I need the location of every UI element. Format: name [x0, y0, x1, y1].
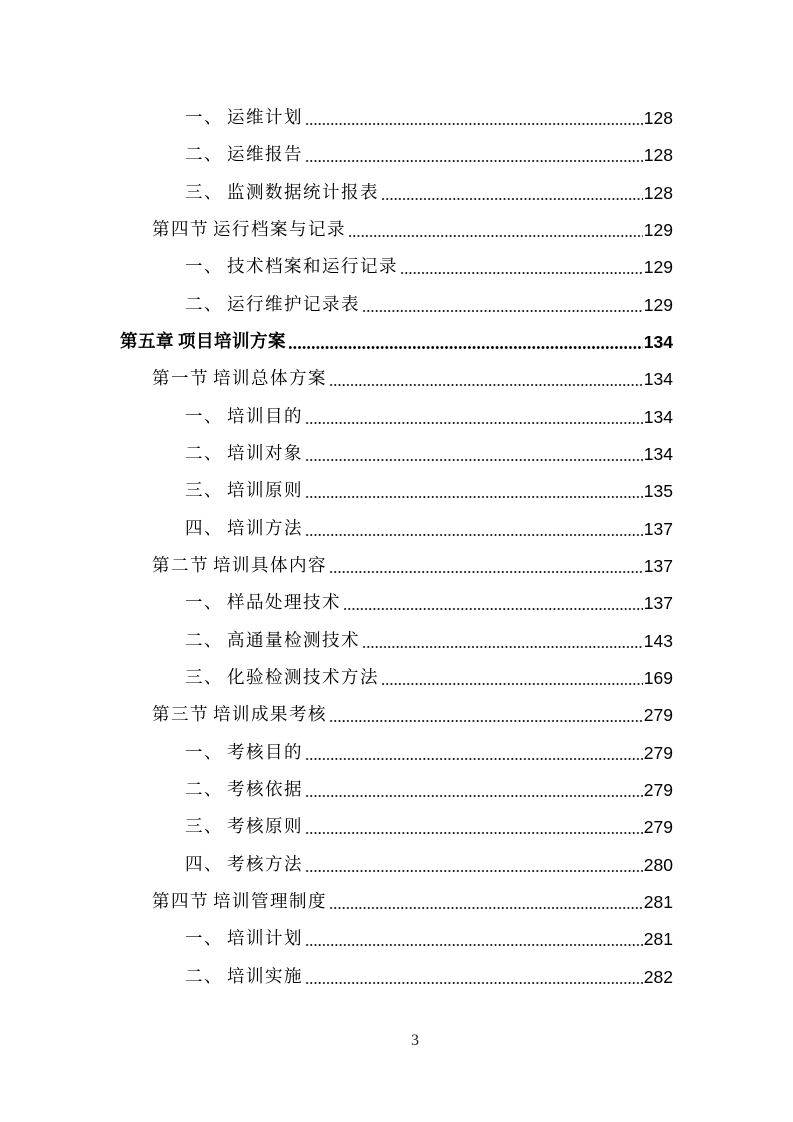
- toc-entry-prefix: 第四节: [152, 892, 209, 912]
- dot-leader: [305, 141, 643, 169]
- toc-entry-prefix: 一、: [185, 108, 223, 128]
- dot-leader: [305, 851, 643, 879]
- toc-entry-prefix: 三、: [185, 668, 223, 688]
- toc-entry-prefix: 第五章: [120, 332, 174, 352]
- toc-entry-prefix: 三、: [185, 183, 223, 203]
- toc-entry[interactable]: [185, 440, 673, 468]
- toc-entry-prefix: 第一节: [152, 369, 209, 389]
- toc-entry-page: 279: [643, 817, 673, 837]
- toc-entry-section[interactable]: [152, 701, 673, 729]
- toc-entry-prefix: 二、: [185, 631, 223, 651]
- dot-leader: [305, 776, 643, 804]
- dot-leader: [305, 925, 643, 953]
- toc-entry-title: 培训具体内容: [213, 556, 327, 576]
- toc-entry-section[interactable]: [152, 365, 673, 393]
- toc-entry-page: 129: [643, 295, 673, 315]
- toc-entry-title: 运维报告: [227, 145, 303, 165]
- toc-entry-page: 143: [643, 631, 673, 651]
- toc-entry-title: 培训原则: [227, 481, 303, 501]
- dot-leader: [381, 179, 643, 207]
- toc-entry-page: 129: [643, 220, 673, 240]
- toc-entry[interactable]: [185, 104, 673, 132]
- toc-entry[interactable]: [185, 403, 673, 431]
- toc-entry[interactable]: [185, 739, 673, 767]
- toc-entry[interactable]: [185, 851, 673, 879]
- toc-entry-prefix: 一、: [185, 929, 223, 949]
- toc-entry-page: 279: [643, 705, 673, 725]
- toc-entry-title: 考核依据: [227, 780, 303, 800]
- toc-entry[interactable]: [185, 515, 673, 543]
- toc-entry-title: 高通量检测技术: [227, 631, 360, 651]
- toc-entry[interactable]: [185, 253, 673, 281]
- toc-entry-page: 137: [643, 519, 673, 539]
- toc-entry-title: 培训总体方案: [213, 369, 327, 389]
- dot-leader: [329, 552, 643, 580]
- toc-entry-prefix: 二、: [185, 295, 223, 315]
- toc-entry[interactable]: [185, 589, 673, 617]
- toc-entry-prefix: 一、: [185, 743, 223, 763]
- toc-entry-prefix: 二、: [185, 780, 223, 800]
- toc-entry-title: 培训管理制度: [213, 892, 327, 912]
- toc-entry-page: 134: [643, 332, 673, 352]
- toc-entry-prefix: 一、: [185, 593, 223, 613]
- toc-entry-page: 137: [643, 593, 673, 613]
- toc-entry-prefix: 一、: [185, 407, 223, 427]
- toc-entry-prefix: 一、: [185, 257, 223, 277]
- toc-entry-title: 考核方法: [227, 855, 303, 875]
- toc-entry-page: 137: [643, 556, 673, 576]
- toc-entry-prefix: 三、: [185, 817, 223, 837]
- dot-leader: [305, 515, 643, 543]
- toc-entry[interactable]: [185, 813, 673, 841]
- toc-entry-title: 培训对象: [227, 444, 303, 464]
- toc-entry[interactable]: [185, 925, 673, 953]
- toc-entry-section[interactable]: [152, 552, 673, 580]
- toc-entry-page: 169: [643, 668, 673, 688]
- toc-entry-title: 监测数据统计报表: [227, 183, 379, 203]
- toc-entry-section[interactable]: [152, 888, 673, 916]
- dot-leader: [343, 589, 643, 617]
- toc-entry-prefix: 四、: [185, 519, 223, 539]
- toc-entry[interactable]: [185, 179, 673, 207]
- toc-entry[interactable]: [185, 291, 673, 319]
- toc-entry-page: 279: [643, 780, 673, 800]
- toc-entry-title: 培训实施: [227, 967, 303, 987]
- toc-entry-page: 135: [643, 481, 673, 501]
- toc-entry-prefix: 第四节: [152, 220, 209, 240]
- toc-entry-page: 128: [643, 183, 673, 203]
- toc-entry-prefix: 二、: [185, 967, 223, 987]
- toc-entry-page: 129: [643, 257, 673, 277]
- toc-entry-section[interactable]: [152, 216, 673, 244]
- toc-entry-page: 282: [643, 967, 673, 987]
- toc-entry[interactable]: [185, 664, 673, 692]
- dot-leader: [288, 328, 643, 356]
- toc-entry-title: 化验检测技术方法: [227, 668, 379, 688]
- toc-entry-page: 134: [643, 444, 673, 464]
- toc-entry[interactable]: [185, 141, 673, 169]
- toc-entry-title: 项目培训方案: [178, 332, 286, 352]
- toc-entry-title: 培训目的: [227, 407, 303, 427]
- dot-leader: [305, 963, 643, 991]
- dot-leader: [305, 104, 643, 132]
- dot-leader: [381, 664, 643, 692]
- dot-leader: [400, 253, 643, 281]
- toc-entry[interactable]: [185, 477, 673, 505]
- toc-entry-title: 运维计划: [227, 108, 303, 128]
- dot-leader: [348, 216, 643, 244]
- toc-entry-prefix: 三、: [185, 481, 223, 501]
- toc-entry-prefix: 第二节: [152, 556, 209, 576]
- toc-entry[interactable]: [185, 627, 673, 655]
- toc-entry-page: 134: [643, 407, 673, 427]
- toc-entry-page: 128: [643, 145, 673, 165]
- toc-entry-title: 培训计划: [227, 929, 303, 949]
- toc-entry-title: 培训成果考核: [213, 705, 327, 725]
- toc-entry[interactable]: [185, 776, 673, 804]
- toc-entry-title: 培训方法: [227, 519, 303, 539]
- toc-entry-page: 280: [643, 855, 673, 875]
- dot-leader: [329, 888, 643, 916]
- toc-entry[interactable]: [185, 963, 673, 991]
- dot-leader: [305, 739, 643, 767]
- toc-entry-prefix: 二、: [185, 145, 223, 165]
- toc-entry-prefix: 四、: [185, 855, 223, 875]
- toc-entry-page: 128: [643, 108, 673, 128]
- toc-entry-prefix: 第三节: [152, 705, 209, 725]
- toc-entry-page: 281: [643, 892, 673, 912]
- page-number: 3: [411, 1032, 419, 1049]
- toc-entry-page: 281: [643, 929, 673, 949]
- dot-leader: [329, 701, 643, 729]
- toc-entry-title: 运行维护记录表: [227, 295, 360, 315]
- dot-leader: [329, 365, 643, 393]
- toc-entry-title: 运行档案与记录: [213, 220, 346, 240]
- dot-leader: [305, 477, 643, 505]
- toc-entry-page: 279: [643, 743, 673, 763]
- dot-leader: [305, 440, 643, 468]
- dot-leader: [305, 813, 643, 841]
- dot-leader: [305, 403, 643, 431]
- toc-entry-title: 考核目的: [227, 743, 303, 763]
- toc-entry-page: 134: [643, 369, 673, 389]
- dot-leader: [362, 627, 643, 655]
- toc-entry-title: 技术档案和运行记录: [227, 257, 398, 277]
- toc-entry-prefix: 二、: [185, 444, 223, 464]
- toc-entry-title: 样品处理技术: [227, 593, 341, 613]
- toc-entry-chapter[interactable]: [120, 328, 673, 356]
- dot-leader: [362, 291, 643, 319]
- toc-entry-title: 考核原则: [227, 817, 303, 837]
